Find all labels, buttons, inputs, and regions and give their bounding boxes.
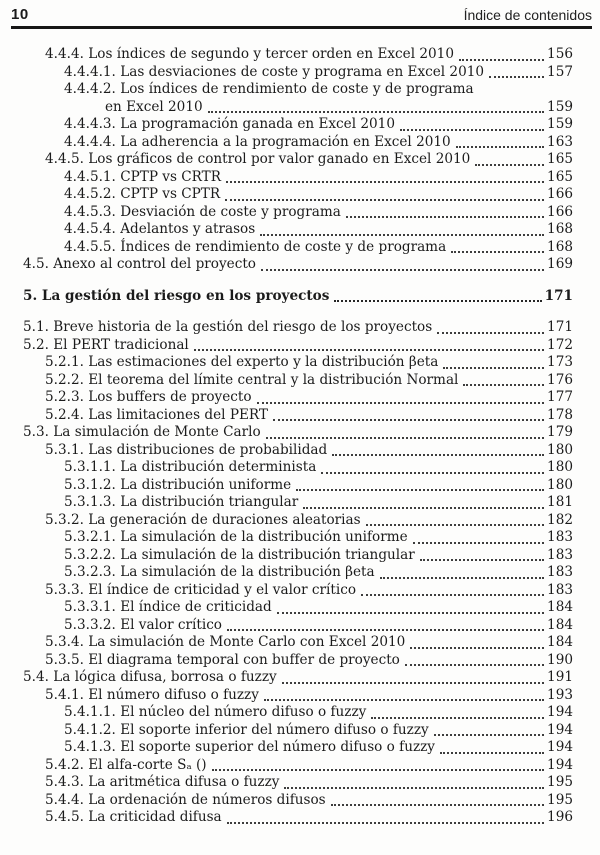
toc-entry-text: 5.1. Breve historia de la gestión del riesgo de los proyectos xyxy=(23,319,433,335)
toc-entry xyxy=(23,512,573,530)
toc-entry-text: 4.4.5.1. CPTP vs CRTR xyxy=(64,168,221,185)
toc-entry xyxy=(23,372,573,390)
toc-entry-text: 5.3.2.1. La simulación de la distribución uniforme xyxy=(64,529,408,545)
dot-leader xyxy=(489,76,544,78)
dot-leader xyxy=(212,769,544,771)
toc-page-number: 165 xyxy=(547,151,573,167)
toc-entry xyxy=(23,774,573,792)
toc-entry xyxy=(23,99,573,117)
toc-page-number: 178 xyxy=(547,406,573,423)
toc-page-number: 184 xyxy=(547,634,573,650)
toc-entry xyxy=(23,722,573,740)
toc-entry-text: 5.3.2.3. La simulación de la distribución βeta xyxy=(64,564,375,580)
dot-leader xyxy=(332,454,544,456)
dot-leader xyxy=(413,542,544,544)
toc-page-number: 166 xyxy=(547,186,573,202)
toc-entry-text: 4.4.4.4. La adherencia a la programación en Excel 2010 xyxy=(64,133,451,150)
toc-entry-text: 4.4.5.2. CPTP vs CPTR xyxy=(64,186,221,202)
dot-leader xyxy=(257,402,545,404)
toc-page-number: 184 xyxy=(547,616,573,633)
toc-entry-text: 4.5. Anexo al control del proyecto xyxy=(23,256,256,272)
toc-entry xyxy=(23,221,573,239)
toc-entry-text: 5.3.2.2. La simulación de la distribución triangular xyxy=(64,546,415,563)
toc-entry xyxy=(23,687,573,705)
toc-entry xyxy=(23,669,573,687)
toc-entry xyxy=(23,204,573,222)
toc-entry-text: 5.3.2. La generación de duraciones aleatorias xyxy=(45,511,361,528)
dot-leader xyxy=(437,332,544,334)
toc-entry-text: 5.4.2. El alfa-corte Sₐ () xyxy=(45,756,207,773)
dot-leader xyxy=(434,734,544,736)
toc-entry-text: 5. La gestión del riesgo en los proyectos xyxy=(23,287,330,304)
toc-entry-text: 5.4. La lógica difusa, borrosa o fuzzy xyxy=(23,669,277,685)
toc-page-number: 191 xyxy=(547,669,573,685)
toc-entry-text: 4.4.5. Los gráficos de control por valor ganado en Excel 2010 xyxy=(45,151,471,167)
toc-entry-text: 4.4.5.5. Índices de rendimiento de coste y de programa xyxy=(64,238,447,255)
toc-entry-text: 5.4.5. La criticidad difusa xyxy=(45,809,222,825)
toc-page-number: 180 xyxy=(547,476,573,493)
dot-leader xyxy=(225,199,544,201)
dot-leader xyxy=(463,384,544,386)
toc-page-number: 196 xyxy=(547,809,573,825)
toc-entry xyxy=(23,547,573,565)
dot-leader xyxy=(227,629,544,631)
toc-entry-text: 5.2.1. Las estimaciones del experto y la distribución βeta xyxy=(45,354,439,370)
toc-entry-text: 5.3.1.1. La distribución determinista xyxy=(64,459,317,475)
toc-entry xyxy=(23,151,573,169)
toc-entry xyxy=(23,704,573,722)
toc-page-number: 163 xyxy=(547,133,573,150)
toc-entry xyxy=(23,239,573,257)
toc-entry-text: 5.4.1.2. El soporte inferior del número difuso o fuzzy xyxy=(64,721,429,738)
dot-leader xyxy=(440,752,544,754)
toc-entry-text: 5.3.3. El índice de criticidad y el valor crítico xyxy=(45,581,356,598)
toc-entry xyxy=(23,599,573,617)
toc-entry xyxy=(23,407,573,425)
running-header xyxy=(11,6,592,29)
dot-leader xyxy=(273,419,544,421)
toc-entry-text: 5.4.1.3. El soporte superior del número difuso o fuzzy xyxy=(64,739,435,755)
toc-page-number: 183 xyxy=(547,529,573,545)
dot-leader xyxy=(282,682,544,684)
toc-entry xyxy=(23,792,573,810)
toc-entry xyxy=(23,494,573,512)
dot-leader xyxy=(443,367,544,369)
toc-page-number: 171 xyxy=(544,287,573,304)
toc-entry-text: 5.3.1.2. La distribución uniforme xyxy=(64,476,292,493)
toc-entry xyxy=(23,116,573,134)
dot-leader xyxy=(400,129,544,131)
toc-page-number: 184 xyxy=(547,599,573,615)
dot-leader xyxy=(194,349,544,351)
toc-entry-text: 4.4.4.1. Las desviaciones de coste y programa en Excel 2010 xyxy=(64,63,485,80)
toc-entry xyxy=(23,256,573,274)
toc-page-number: 179 xyxy=(547,424,573,440)
toc-entry xyxy=(23,459,573,477)
toc-entry-text: 5.4.4. La ordenación de números difusos xyxy=(45,791,326,808)
toc-entry-text: 5.2.3. Los buffers de proyecto xyxy=(45,389,252,405)
dot-leader xyxy=(366,524,544,526)
toc-page-number: 190 xyxy=(547,651,573,668)
toc-entry-text: 5.2.4. Las limitaciones del PERT xyxy=(45,406,268,423)
toc-entry xyxy=(23,652,573,670)
toc-page-number: 177 xyxy=(547,389,573,405)
toc-page-number: 168 xyxy=(547,238,573,255)
toc-page-number: 194 xyxy=(547,756,573,773)
toc-entry xyxy=(23,81,573,99)
toc-entry xyxy=(23,288,573,306)
toc-page-number: 156 xyxy=(547,46,573,62)
dot-leader xyxy=(475,164,544,166)
folio-page-number: 10 xyxy=(11,6,29,23)
toc-entry-text: 5.4.3. La aritmética difusa o fuzzy xyxy=(45,774,280,790)
toc-entry-text: 5.3.4. La simulación de Monte Carlo con Excel 2010 xyxy=(45,634,406,650)
toc-page-number: 193 xyxy=(547,686,573,703)
toc-entry xyxy=(23,337,573,355)
toc-page-number: 157 xyxy=(547,63,573,80)
dot-leader xyxy=(321,472,544,474)
toc-entry-text: 5.3.5. El diagrama temporal con buffer de proyecto xyxy=(45,651,400,668)
dot-leader xyxy=(264,699,544,701)
toc-entry-text: 5.3.1. Las distribuciones de probabilidad xyxy=(45,441,328,458)
toc-page-number: 180 xyxy=(547,441,573,458)
dot-leader xyxy=(331,804,544,806)
dot-leader xyxy=(261,269,544,271)
toc-page-number: 172 xyxy=(547,336,573,353)
dot-leader xyxy=(226,181,544,183)
dot-leader xyxy=(227,822,544,824)
dot-leader xyxy=(456,146,544,148)
toc-page-number: 195 xyxy=(547,791,573,808)
dot-leader xyxy=(405,664,544,666)
toc-page-number: 169 xyxy=(547,256,573,272)
toc-entry xyxy=(23,186,573,204)
toc-page-number: 159 xyxy=(547,116,573,132)
toc-entry xyxy=(23,134,573,152)
toc-entry-text: 4.4.4.2. Los índices de rendimiento de coste y de programa xyxy=(64,81,474,97)
dot-leader xyxy=(303,507,544,509)
dot-leader xyxy=(410,647,544,649)
toc-entry-text: 4.4.4. Los índices de segundo y tercer orden en Excel 2010 xyxy=(45,46,454,62)
toc-entry-text: 4.4.4.3. La programación ganada en Excel 2010 xyxy=(64,116,395,132)
dot-leader xyxy=(371,717,544,719)
toc-page-number: 183 xyxy=(547,581,573,598)
toc-entry xyxy=(23,739,573,757)
toc-entry-text: 5.4.1. El número difuso o fuzzy xyxy=(45,686,259,703)
toc-page-number: 183 xyxy=(547,546,573,563)
toc-entry-text: 5.4.1.1. El núcleo del número difuso o fuzzy xyxy=(64,704,367,720)
toc-entry xyxy=(23,389,573,407)
toc-page-number: 176 xyxy=(547,371,573,388)
toc-entry xyxy=(23,529,573,547)
toc-page-number: 183 xyxy=(547,564,573,580)
toc-page-number: 180 xyxy=(547,459,573,475)
toc-entry xyxy=(23,564,573,582)
dot-leader xyxy=(266,437,544,439)
toc-entry xyxy=(23,617,573,635)
toc-entry xyxy=(23,46,573,64)
toc-entry-text: 5.3.3.2. El valor crítico xyxy=(64,616,222,633)
toc-entry-text: en Excel 2010 xyxy=(105,98,203,115)
toc-page-number: 194 xyxy=(547,704,573,720)
running-header-title: Índice de contenidos xyxy=(463,7,592,23)
dot-leader xyxy=(459,59,544,61)
table-of-contents xyxy=(23,46,573,827)
toc-entry-text: 4.4.5.4. Adelantos y atrasos xyxy=(64,221,256,237)
toc-entry xyxy=(23,442,573,460)
toc-page-number: 182 xyxy=(547,511,573,528)
dot-leader xyxy=(284,787,544,789)
toc-entry-text: 5.3. La simulación de Monte Carlo xyxy=(23,424,261,440)
toc-entry xyxy=(23,354,573,372)
toc-page-number: 165 xyxy=(547,168,573,185)
toc-entry-text: 5.2. El PERT tradicional xyxy=(23,336,189,353)
toc-entry xyxy=(23,319,573,337)
toc-page-number: 194 xyxy=(547,721,573,738)
toc-page-number: 173 xyxy=(547,354,573,370)
dot-leader xyxy=(277,612,544,614)
dot-leader xyxy=(260,234,544,236)
toc-page-number: 168 xyxy=(547,221,573,237)
dot-leader xyxy=(296,489,544,491)
toc-entry xyxy=(23,477,573,495)
dot-leader xyxy=(334,300,541,302)
toc-entry-text: 5.3.3.1. El índice de criticidad xyxy=(64,599,272,615)
dot-leader xyxy=(420,559,544,561)
dot-leader xyxy=(208,111,544,113)
dot-leader xyxy=(380,577,544,579)
toc-entry xyxy=(23,582,573,600)
toc-entry xyxy=(23,757,573,775)
dot-leader xyxy=(451,251,544,253)
toc-entry-text: 4.4.5.3. Desviación de coste y programa xyxy=(64,203,341,220)
dot-leader xyxy=(361,594,544,596)
toc-page-number: 166 xyxy=(547,203,573,220)
toc-entry-text: 5.2.2. El teorema del límite central y la distribución Normal xyxy=(45,371,459,388)
toc-entry-text: 5.3.1.3. La distribución triangular xyxy=(64,494,299,510)
toc-page-number: 171 xyxy=(547,319,573,335)
toc-page-number: 159 xyxy=(547,98,573,115)
toc-page-number: 195 xyxy=(547,774,573,790)
dot-leader xyxy=(346,216,544,218)
toc-page-number: 194 xyxy=(547,739,573,755)
toc-entry xyxy=(23,809,573,827)
toc-page-number: 181 xyxy=(547,494,573,510)
toc-entry xyxy=(23,634,573,652)
toc-entry xyxy=(23,169,573,187)
toc-entry xyxy=(23,424,573,442)
toc-entry xyxy=(23,64,573,82)
